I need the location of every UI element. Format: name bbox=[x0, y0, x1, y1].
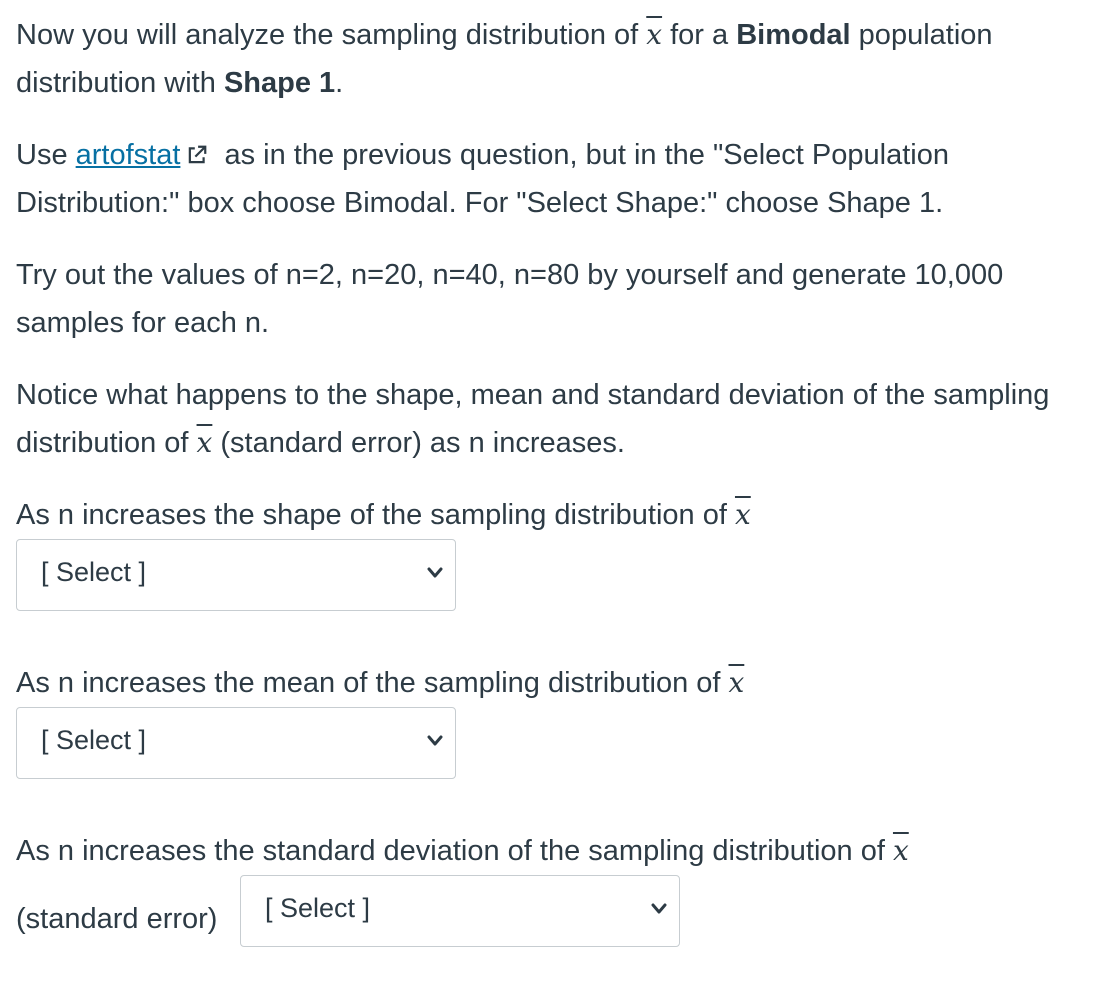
question-text: As n increases the standard deviation of the sampling distribution of bbox=[16, 835, 893, 867]
intro-text: population distribution with bbox=[16, 19, 993, 99]
chevron-down-icon bbox=[427, 735, 443, 747]
question-shape bbox=[16, 491, 1096, 539]
standard-error-label: (standard error) bbox=[16, 903, 218, 935]
try-out-paragraph: Try out the values of n=2, n=20, n=40, n=80 by yourself and generate 10,000 samples for each n. bbox=[16, 259, 1004, 339]
intro-paragraph bbox=[16, 11, 1096, 107]
instructions-paragraph bbox=[16, 131, 1096, 227]
shape-select[interactable] bbox=[16, 539, 456, 611]
artofstat-link[interactable]: artofstat bbox=[75, 139, 181, 171]
chevron-down-icon bbox=[427, 567, 443, 579]
external-link-icon[interactable] bbox=[186, 144, 208, 166]
xbar-symbol: $\overline{x}$ bbox=[734, 498, 751, 531]
mean-select[interactable] bbox=[16, 707, 456, 779]
select-value: [ Select ] bbox=[265, 893, 371, 923]
std-dev-select[interactable] bbox=[240, 875, 680, 947]
question-text: As n increases the mean of the sampling distribution of bbox=[16, 667, 729, 699]
notice-text: Notice what happens to the shape, mean and standard deviation of the sampling distribution of bbox=[16, 379, 1050, 459]
select-value: [ Select ] bbox=[41, 725, 147, 755]
xbar-symbol: $\overline{x}$ bbox=[728, 666, 745, 699]
question-mean bbox=[16, 659, 1096, 707]
question-text: As n increases the shape of the sampling distribution of bbox=[16, 499, 735, 531]
instructions-text: as in the previous question, but in the "Select Population Distribution:" box choose Bimodal. For "Select Shape:" choose Shape 1. bbox=[16, 139, 949, 219]
intro-text: . bbox=[335, 67, 344, 99]
notice-text: (standard error) as n increases. bbox=[212, 427, 625, 459]
bimodal-bold: Bimodal bbox=[736, 19, 851, 51]
notice-paragraph bbox=[16, 371, 1096, 467]
xbar-symbol: $\overline{x}$ bbox=[646, 18, 663, 51]
question-std-dev bbox=[16, 827, 1096, 875]
instructions-text: Use bbox=[16, 139, 76, 171]
xbar-symbol: $\overline{x}$ bbox=[892, 834, 909, 867]
chevron-down-icon bbox=[651, 903, 667, 915]
xbar-symbol: $\overline{x}$ bbox=[196, 426, 213, 459]
shape-bold: Shape 1 bbox=[223, 67, 336, 99]
intro-text: Now you will analyze the sampling distribution of bbox=[16, 19, 647, 51]
select-value: [ Select ] bbox=[41, 557, 147, 587]
intro-text: for a bbox=[662, 19, 737, 51]
